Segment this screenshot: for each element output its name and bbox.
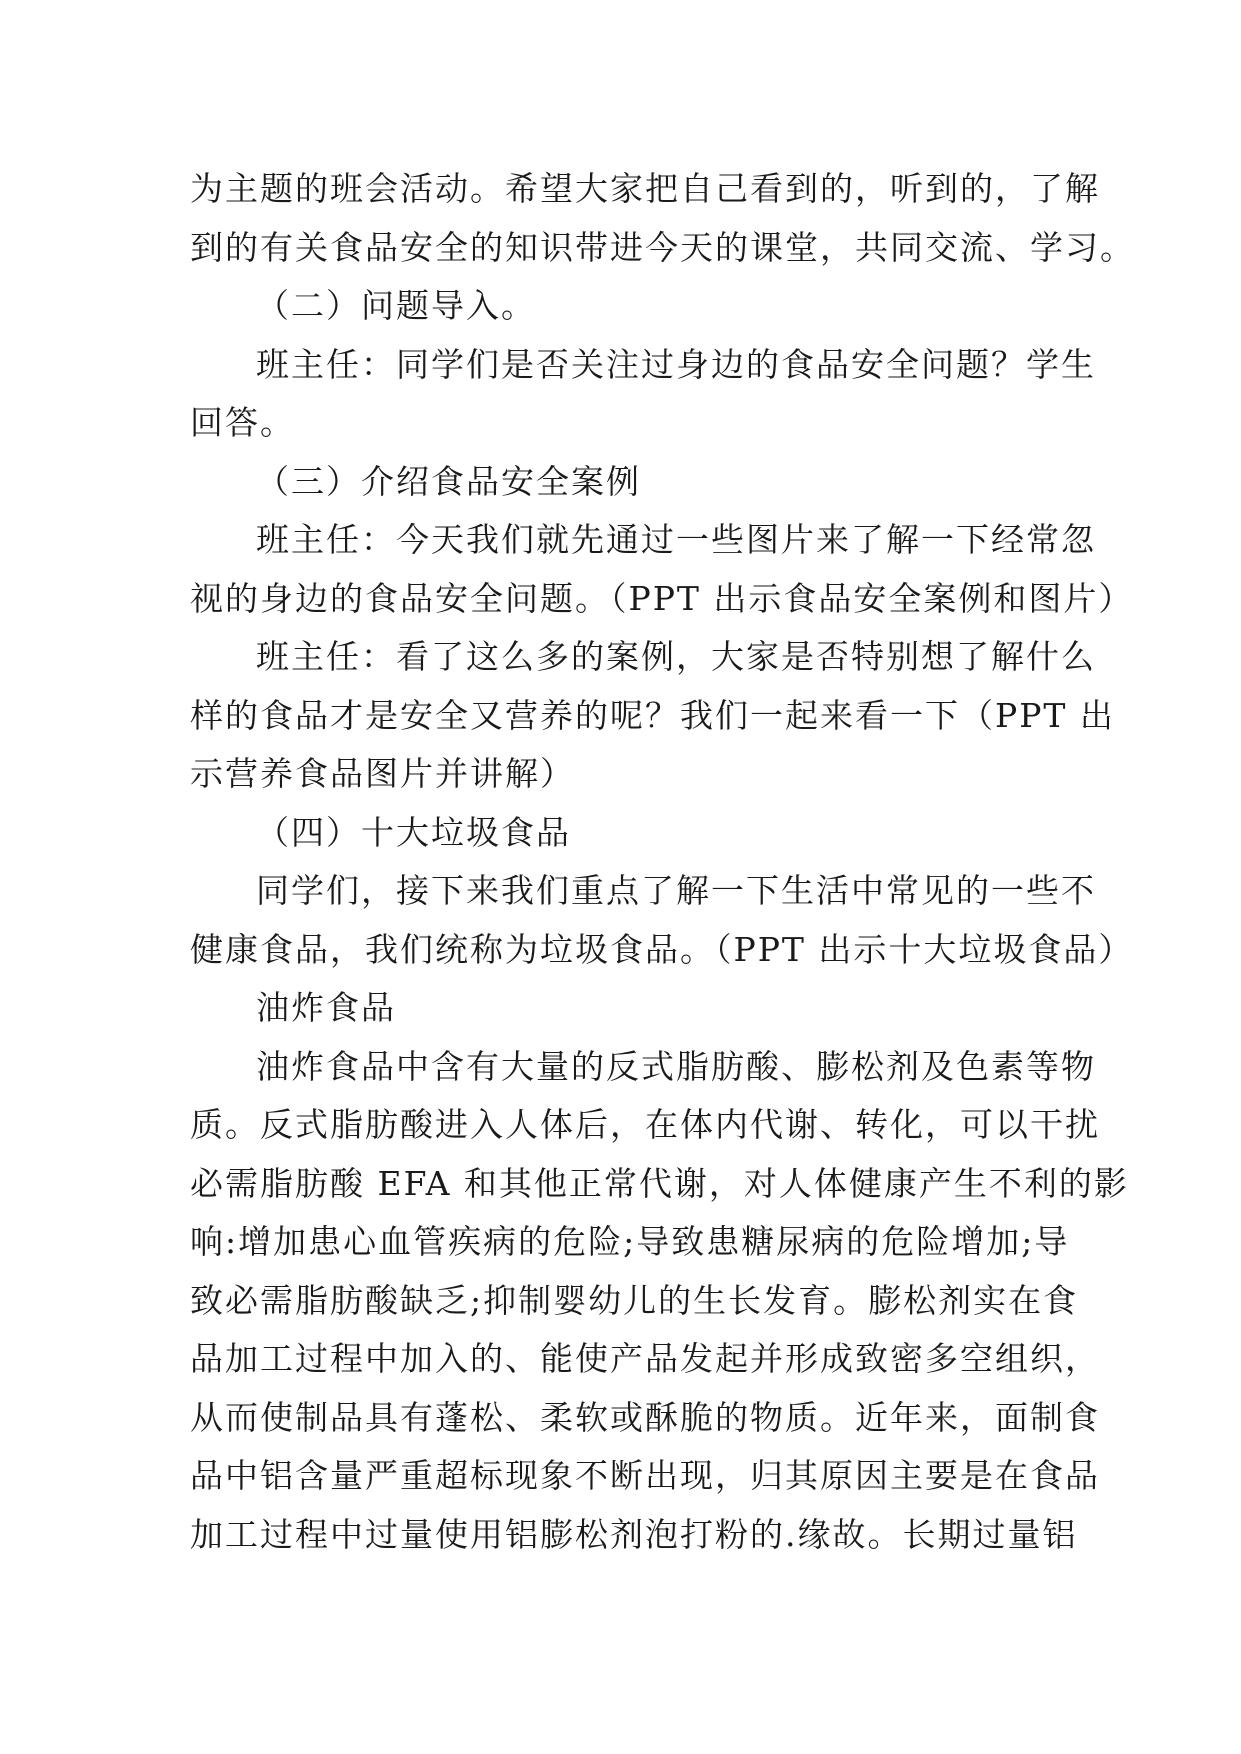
text-line: 响:增加患心血管疾病的危险;导致患糖尿病的危险增加;导: [190, 1222, 1070, 1261]
document-body: [190, 160, 1135, 1564]
text-line: 示营养食品图片并讲解）: [190, 754, 575, 793]
text-line: 回答。: [190, 403, 295, 442]
text-line: 致必需脂肪酸缺乏;抑制婴幼儿的生长发育。膨松剂实在食: [190, 1280, 1079, 1320]
text-line: 质。反式脂肪酸进入人体后，在体内代谢、转化，可以干扰: [190, 1105, 1100, 1144]
text-line: 班主任：看了这么多的案例，大家是否特别想了解什么: [256, 637, 1096, 676]
paragraph: [190, 453, 1060, 512]
text-line: 为主题的班会活动。希望大家把自己看到的，听到的，了解: [190, 169, 1100, 208]
paragraph: [190, 1038, 1129, 1565]
paragraph: [190, 336, 1096, 453]
text-line: 加工过程中过量使用铝膨松剂泡打粉的.缘故。长期过量铝: [190, 1514, 1078, 1554]
text-line: （三）介绍食品安全案例: [256, 461, 641, 501]
paragraph: [190, 511, 1134, 628]
text-line: 从而使制品具有蓬松、柔软或酥脆的物质。近年来，面制食: [190, 1397, 1100, 1437]
text-line: 油炸食品中含有大量的反式脂肪酸、膨松剂及色素等物: [256, 1046, 1096, 1086]
paragraph: [190, 277, 1060, 336]
text-line: 油炸食品: [256, 988, 396, 1027]
text-line: 班主任：今天我们就先通过一些图片来了解一下经常忽: [256, 520, 1096, 559]
text-line: （二）问题导入。: [256, 286, 536, 325]
text-line: 视的身边的食品安全问题。（PPT 出示食品安全案例和图片）: [190, 578, 1134, 618]
paragraph: [190, 160, 1135, 277]
text-line: （四）十大垃圾食品: [256, 812, 571, 852]
paragraph: [190, 804, 1060, 863]
paragraph: [190, 628, 1115, 804]
text-line: 品加工过程中加入的、能使产品发起并形成致密多空组织，: [190, 1339, 1100, 1378]
paragraph: [190, 862, 1134, 979]
text-line: 样的食品才是安全又营养的呢？我们一起来看一下（PPT 出: [190, 695, 1115, 735]
text-line: 必需脂肪酸 EFA 和其他正常代谢，对人体健康产生不利的影: [190, 1163, 1129, 1203]
text-line: 健康食品，我们统称为垃圾食品。（PPT 出示十大垃圾食品）: [190, 929, 1134, 969]
paragraph: [190, 979, 1060, 1038]
text-line: 同学们，接下来我们重点了解一下生活中常见的一些不: [256, 871, 1096, 910]
text-line: 班主任：同学们是否关注过身边的食品安全问题？学生: [256, 344, 1096, 384]
text-line: 到的有关食品安全的知识带进今天的课堂，共同交流、学习。: [190, 227, 1135, 267]
text-line: 品中铝含量严重超标现象不断出现，归其原因主要是在食品: [190, 1456, 1100, 1495]
